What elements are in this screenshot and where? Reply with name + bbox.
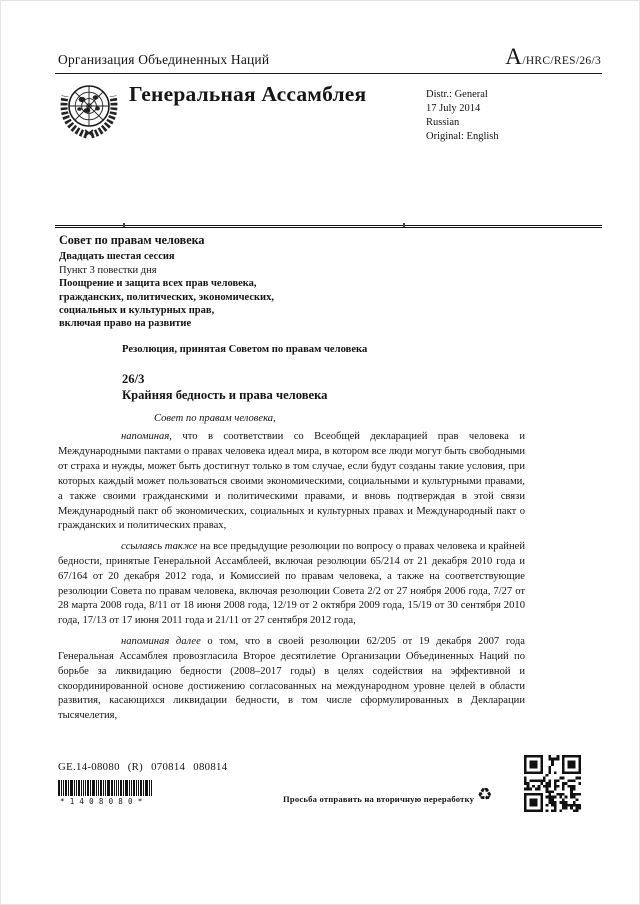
- agenda-title-line: включая право на развитие: [59, 318, 192, 330]
- resolution-heading: [122, 371, 327, 403]
- resolution-title: Крайняя бедность и права человека: [122, 388, 328, 402]
- resolution-body: [58, 430, 525, 730]
- ge-code: GE.14-08080 (R) 070814 080814: [58, 761, 228, 773]
- distribution-line: Russian: [426, 117, 460, 128]
- distribution-line: 17 July 2014: [426, 103, 481, 114]
- document-symbol: [505, 44, 601, 70]
- resolution-number: 26/3: [122, 372, 145, 386]
- divider-tick: [123, 223, 125, 227]
- document-symbol-number: /HRC/RES/26/3: [522, 55, 601, 67]
- qr-code: [524, 755, 581, 812]
- preambular-paragraph: напоминая, что в соответствии со Всеобщей декларацией прав человека и Международными пактами о правах человека идеал мира, в котором все люди могут быть свободными от страха и нужды, может быть достигнут только в том случае, если будут созданы такие условия, при которых каждый может пользоваться своими экономическими, социальными и культурными правами, а также своими гражданскими и политическими правами, и вновь подтверждая в этой связи Международный пакт об экономических, социальных и культурных правах и Международный пакт о гражданских и политических правах,: [58, 431, 525, 532]
- session-block: [59, 234, 274, 331]
- divider-tick: [403, 223, 405, 227]
- distribution-line: Original: English: [426, 131, 499, 142]
- agenda-title-line: гражданских, политических, экономических,: [59, 291, 274, 303]
- agenda-title-line: социальных и культурных прав,: [59, 305, 215, 317]
- agenda-title-line: Поощрение и защита всех прав человека,: [59, 278, 257, 290]
- paragraph-lead: напоминая далее: [121, 635, 201, 647]
- distribution-block: [426, 88, 499, 144]
- preambular-paragraph: напоминая далее о том, что в своей резолюции 62/205 от 19 декабря 2007 года Генеральная Ассамблея провозгласила Второе десятилетие Организации Объединенных Наций по борьбе за ликвидацию бедности (2008–2017 годы) в целях содействия на эффективной и скоординированной основе достижению согласованных на международном уровне целей в области развития, касающихся ликвидации бедности, в том числе сформулированных в Декларации тысячелетия,: [58, 635, 525, 722]
- preambular-paragraph: ссылаясь также на все предыдущие резолюции по вопросу о правах человека и крайней бедности, принятые Генеральной Ассамблеей, включая резолюции 65/214 от 21 декабря 2010 года и 67/164 от 20 декабря 2012 года, и Комиссией по правам человека, а также на соответствующие резолюции Совета по правам человека, включая резолюции Совета 2/2 от 27 ноября 2006 года, 7/27 от 28 марта 2008 года, 8/11 от 18 июня 2008 года, 12/19 от 2 октября 2009 года, 15/19 от 30 сентября 2010 года, 17/13 от 17 июня 2011 года и 21/11 от 27 сентября 2012 года,: [58, 540, 525, 627]
- adopted-line: Резолюция, принятая Советом по правам человека: [122, 344, 368, 355]
- un-emblem-icon: [57, 79, 121, 141]
- barcode: [58, 780, 152, 806]
- council-name: Совет по правам человека: [59, 233, 205, 247]
- document-symbol-series: A: [505, 44, 523, 69]
- session-number: Двадцать шестая сессия: [59, 251, 175, 263]
- agenda-item: Пункт 3 повестки дня: [59, 264, 157, 276]
- masthead-divider: [55, 225, 602, 228]
- paragraph-lead: ссылаясь также: [121, 540, 198, 552]
- salutation: Совет по правам человека,: [154, 413, 276, 424]
- agenda-title: [59, 277, 274, 331]
- distribution-line: Distr.: General: [426, 89, 488, 100]
- recycle-icon: ♻: [477, 785, 493, 805]
- paragraph-lead: напоминая: [121, 431, 170, 442]
- barcode-text: *1408080*: [60, 797, 148, 806]
- page-title: Генеральная Ассамблея: [129, 82, 367, 106]
- org-name: Организация Объединенных Наций: [58, 52, 270, 67]
- header-divider: [55, 73, 602, 74]
- recycle-notice: [283, 785, 493, 807]
- recycle-text: Просьба отправить на вторичную переработку: [283, 793, 475, 804]
